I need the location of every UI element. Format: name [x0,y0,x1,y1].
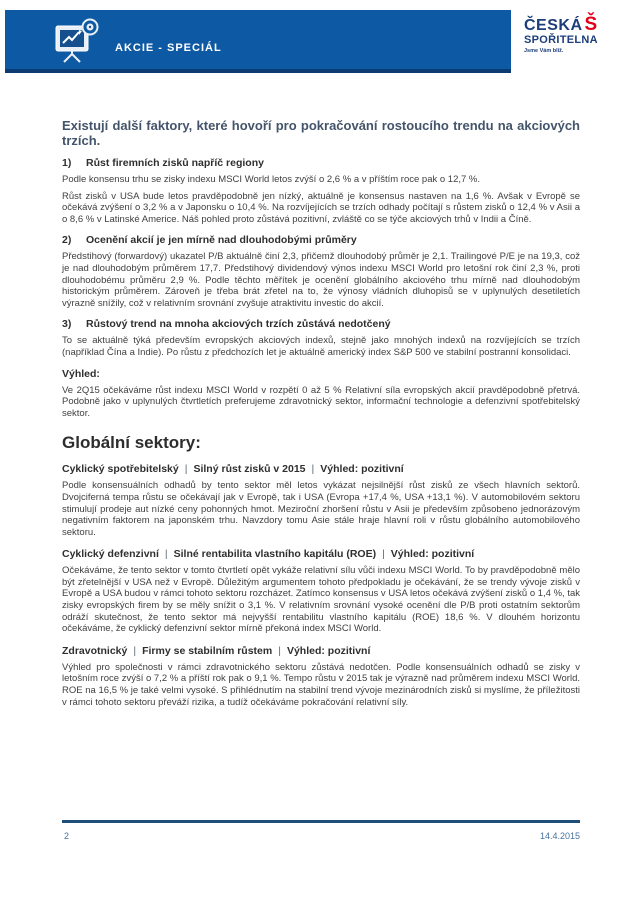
separator-bar: | [164,548,168,561]
sporitelna-s-icon: Š [584,14,598,35]
section-title-global-sectors: Globální sektory: [62,433,201,453]
separator-bar: | [278,644,281,657]
sector-attribute: Silný růst zisků v 2015 [193,463,306,476]
sector-outlook: Výhled: pozitivní [286,644,371,657]
heading-text: Ocenění akcií je jen mírně nad dlouhodobými průměry [86,234,357,247]
outlook-label: Výhled: [62,367,100,380]
paragraph: Předstihový (forwardový) ukazatel P/B aktuálně činí 2,3, přičemž dlouhodobý průměr je 2,1. Trailingové P/E je na 19,3, což je nad dlouhodobým průměrem 17,7. Předstihový dividendový výnos indexu MSCI World pro letošní rok činí 2,3 %, proti dlouhodobému průměru 2,9 %. Podle těchto měřítek je ocenění globálního akciového trhu mírně nad dlouhodobým historickým průměrem. Zároveň je třeba brát zřetel na to, že výnosy vládních dluhopisů se v uplynulých desetiletích výrazně snížily, což v relativním srovnání zvyšuje atraktivitu investic do akcií. [62,251,580,309]
heading-number: 1) [62,157,72,169]
sector-outlook: Výhled: pozitivní [390,548,475,561]
separator-bar: | [133,644,137,657]
heading-number: 3) [62,318,72,331]
heading-number: 2) [62,234,72,247]
page-title: Existují další faktory, které hovoří pro pokračování rostoucího trendu na akciových trzích. [62,118,580,148]
page-number: 2 [64,831,70,841]
paragraph: To se aktuálně týká především evropských akciových indexů, stejně jako mnohých indexů na rozvíjejících se trzích (například Čína a Indie). Po růstu z předchozích let je aktuálně americký index S&P 500 ve stabilní postranní konsolidaci. [62,335,580,358]
numbered-heading-2 [62,234,580,246]
paragraph: Podle konsensu trhu se zisky indexu MSCI World letos zvýší o 2,6 % a v příštím roce pak o 12,7 %. [62,174,481,185]
sector-name: Cyklický defenzivní [62,548,159,561]
sector-paragraph: Očekáváme, že tento sektor v tomto čtvrtletí opět vykáže relativní sílu vůči indexu MSCI World. To by pravděpodobně mělo být zřetelnější v USA než v Evropě. Důležitým argumentem tohoto předpokladu je očekávání, že se trendy vývoje zisků v Evropě a USA budou v rámci tohoto sektoru rozcházet. Zatímco konsensus v USA letos očekává zvýšení zisků o 1,4 %, tak zisky evropských firem by se měly snížit o 3,1 %. V relativním srovnání vysoké ocenění dle P/B proti ostatním sektorům odráží skutečnost, že tento sektor má nejvyšší rentabilitu vlastního kapitálu (ROE) 18,6 %. V dlouhém horizontu očekáváme, že cyklický defenzivní sektor mírně překoná index MSCI World. [62,565,581,635]
heading-text: Růst firemních zisků napříč regiony [86,157,264,169]
separator-bar: | [184,463,188,476]
footer-divider [62,820,580,823]
sector-heading-cyklicky-defenzivni [62,548,580,560]
sector-attribute: Silné rentabilita vlastního kapitálu (ROE) [173,548,377,561]
logo-tagline: Jsme Vám blíž. [524,48,564,54]
logo-text-ceska: ČESKÁ [524,17,583,34]
sector-attribute: Firmy se stabilním růstem [142,644,273,657]
sector-name: Zdravotnický [62,644,128,657]
numbered-heading-1 [62,157,580,169]
separator-bar: | [311,463,315,476]
document-body [62,118,580,708]
outlook-paragraph: Ve 2Q15 očekáváme růst indexu MSCI World v rozpětí 0 až 5 % Relativní síla evropských akcií pravděpodobně přetrvá. Podobně jako v uplynulých čtvrtletích preferujeme zdravotnický sektor, informační technologie a defenzivní spotřebitelský sektor. [62,384,580,419]
footer-date: 14.4.2015 [539,831,580,841]
paragraph: Růst zisků v USA bude letos pravděpodobně jen nízký, aktuálně je konsensus nastaven na 1,6 %. Avšak v Evropě se očekává zvýšení o 3,2 % a v Japonsku o 10,4 %. Na rozvíjejících se trzích odhady počítají s růstem zisků o 12,4 % v Asii a o 8,6 % v Latinské Americe. Náš pohled proto zůstává pozitivní, zvláště co se týče akciových trhů v Indii a Číně. [62,190,580,225]
ceska-sporitelna-logo [524,14,624,55]
presentation-chart-icon [53,18,99,64]
separator-bar: | [382,548,385,561]
logo-text-sporitelna: SPOŘITELNA [524,34,598,46]
banner-title: AKCIE - SPECIÁL [115,41,222,54]
sector-outlook: Výhled: pozitivní [320,463,404,476]
sector-paragraph: Podle konsensuálních odhadů by tento sektor měl letos vykázat nejsilnější růst zisků ze všech hlavních sektorů. Dvojciferná tempa růstu se očekávají jak v Evropě, tak i USA (Evropa +17,4 %, USA +13,1 %). V automobilovém sektoru stimulují prodeje aut nízké ceny pohonných hmot. Meziroční zhoršení růstu v Asii je především způsobeno jednorázovým negativním faktorem na japonském trhu. Navzdory tomu Asie stále hraje hlavní roli v růstu globálního automobilového sektoru. [62,480,580,538]
sector-heading-zdravotnicky [62,645,580,657]
sector-heading-cyklicky-spotrebitelsky [62,463,580,475]
numbered-heading-3 [62,318,580,330]
heading-text: Růstový trend na mnoha akciových trzích zůstává nedotčený [86,318,391,331]
sector-paragraph: Výhled pro společnosti v rámci zdravotnického sektoru zůstává nedotčen. Podle konsensuálních odhadů se zisky v letošním roce zvýší o 7,2 % a příští rok pak o 9,1 %. Tempo růstu v 2015 tak je výrazně nad průměrem indexu MSCI World. ROE na 16,5 % je také velmi vysoké. S přihlédnutím na stabilní trend vývoje mezinárodních zisků si myslíme, že příležitosti v rámci tohoto sektoru převáží rizika, a tudíž očekáváme pokračování relativní síly. [62,661,580,708]
header-banner [5,10,511,73]
sector-name: Cyklický spotřebitelský [62,463,179,476]
